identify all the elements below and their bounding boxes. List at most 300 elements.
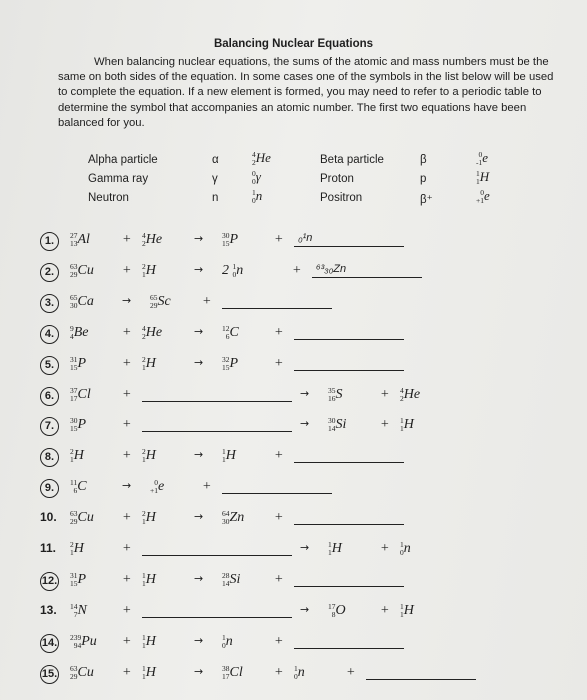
answer-blank xyxy=(366,665,476,680)
mass-atomic-numbers xyxy=(70,232,78,248)
equation-number xyxy=(40,325,62,344)
mass-number: 14 xyxy=(70,601,78,611)
atomic-number: 7 xyxy=(73,609,78,619)
circled-number: 9. xyxy=(40,479,59,498)
circled-number: 12. xyxy=(40,572,59,591)
particle-name-2: Neutron xyxy=(88,192,129,204)
mass-number: 1 xyxy=(328,540,332,549)
equation-number-text: 10. xyxy=(40,510,57,525)
circled-number: 5. xyxy=(40,356,59,375)
nuclide-symbol xyxy=(70,356,86,372)
plus-sign: + xyxy=(274,664,284,680)
coefficient: 2 xyxy=(222,263,233,279)
circled-number: 1. xyxy=(40,232,59,251)
reaction-arrow: → xyxy=(300,602,310,616)
mass-atomic-numbers xyxy=(70,387,78,403)
atomic-number: 0 xyxy=(222,640,226,650)
equation-row xyxy=(40,634,560,658)
element-symbol: H xyxy=(479,169,490,184)
equation-number xyxy=(40,356,62,375)
equation-row xyxy=(40,387,560,411)
reaction-arrow: → xyxy=(194,448,204,462)
circled-number: 4. xyxy=(40,325,59,344)
circled-number: 14. xyxy=(40,634,59,653)
plus-sign: + xyxy=(122,355,132,371)
nuclide-symbol xyxy=(142,325,162,341)
mass-number: 63 xyxy=(70,509,78,519)
nuclide-symbol xyxy=(70,572,86,588)
mass-number: 2 xyxy=(142,261,146,271)
atomic-number: 1 xyxy=(400,609,404,619)
mass-number: 1 xyxy=(400,416,404,426)
mass-number: 63 xyxy=(70,261,78,271)
mass-number: 65 xyxy=(150,292,158,302)
mass-number: 239 xyxy=(70,632,82,642)
element-symbol: H xyxy=(145,633,156,649)
reaction-arrow: → xyxy=(194,510,204,524)
element-symbol: P xyxy=(77,355,87,371)
atomic-number: 1 xyxy=(328,548,332,557)
element-symbol: γ xyxy=(255,169,261,184)
nuclide-symbol xyxy=(70,634,97,650)
nuclide-symbol xyxy=(150,294,171,310)
plus-sign: + xyxy=(274,355,284,371)
element-symbol: n xyxy=(225,633,233,649)
nuclide-symbol xyxy=(328,417,346,433)
atomic-number: 1 xyxy=(142,671,146,681)
element-symbol: P xyxy=(229,232,239,248)
element-symbol: H xyxy=(403,417,414,433)
particle-name-right-1: Proton xyxy=(320,173,354,185)
particle-name-1: Gamma ray xyxy=(88,173,149,185)
plus-sign: + xyxy=(380,386,390,402)
mass-number: 64 xyxy=(222,509,230,519)
atomic-number: 1 xyxy=(70,548,74,557)
plus-sign: + xyxy=(202,293,212,309)
nuclide-symbol xyxy=(142,572,156,588)
nuclide-symbol xyxy=(476,169,489,186)
element-symbol: N xyxy=(77,603,87,619)
equation-row xyxy=(40,603,560,627)
mass-atomic-numbers xyxy=(70,510,78,526)
mass-number: 0 xyxy=(480,188,484,198)
particle-letter-1: γ xyxy=(212,173,218,185)
atomic-number: 15 xyxy=(70,578,78,588)
mass-number: 1 xyxy=(400,601,404,611)
mass-atomic-numbers xyxy=(328,603,336,619)
element-symbol: H xyxy=(145,355,156,371)
atomic-number: 94 xyxy=(73,640,82,650)
nuclide-symbol xyxy=(476,150,488,167)
nuclide-symbol xyxy=(70,294,94,310)
reaction-arrow: → xyxy=(300,417,310,431)
mass-number: 4 xyxy=(252,150,256,160)
answer-blank xyxy=(142,541,292,556)
plus-sign: + xyxy=(380,417,390,433)
mass-number: 31 xyxy=(70,570,78,580)
equation-row xyxy=(40,232,560,256)
element-symbol: P xyxy=(77,572,87,588)
mass-number: 1 xyxy=(400,540,404,549)
particle-notation-right-1 xyxy=(476,169,489,186)
equation-row xyxy=(40,356,560,380)
element-symbol: H xyxy=(145,664,156,680)
atomic-number: 1 xyxy=(476,177,480,187)
element-symbol: H xyxy=(145,263,156,279)
element-symbol: C xyxy=(229,324,239,340)
particle-notation-0 xyxy=(252,150,271,167)
reaction-arrow: → xyxy=(194,633,204,647)
nuclide-symbol xyxy=(222,510,244,526)
atomic-number: 29 xyxy=(70,269,78,279)
plus-sign: + xyxy=(122,571,132,587)
atomic-number: +1 xyxy=(476,196,484,206)
answer-blank xyxy=(142,387,292,402)
equation-row xyxy=(40,294,560,318)
element-symbol: H xyxy=(331,541,342,557)
atomic-number: 0 xyxy=(252,196,256,206)
element-symbol: H xyxy=(73,541,84,557)
nuclide-symbol xyxy=(222,232,238,248)
nuclide-symbol xyxy=(222,356,238,372)
answer-blank xyxy=(222,294,332,309)
nuclide-symbol xyxy=(70,263,94,279)
reaction-arrow: → xyxy=(194,262,204,276)
plus-sign: + xyxy=(122,664,132,680)
nuclide-symbol xyxy=(222,448,236,464)
answer-blank xyxy=(142,417,292,432)
mass-atomic-numbers xyxy=(70,665,78,681)
atomic-number: 8 xyxy=(331,609,336,619)
equation-row xyxy=(40,541,560,565)
element-symbol: Si xyxy=(335,417,347,433)
plus-sign: + xyxy=(202,479,212,495)
nuclide-symbol xyxy=(222,665,243,681)
mass-number: 4 xyxy=(142,231,146,240)
element-symbol: He xyxy=(145,232,163,248)
reaction-arrow: → xyxy=(194,324,204,338)
circled-number: 3. xyxy=(40,294,59,313)
answer-blank xyxy=(294,510,404,525)
element-symbol: Zn xyxy=(229,510,245,526)
atomic-number: 17 xyxy=(70,393,78,403)
mass-number: 2 xyxy=(70,540,74,549)
reaction-arrow: → xyxy=(300,386,310,400)
mass-number: 1 xyxy=(252,188,256,198)
atomic-number: 1 xyxy=(400,424,404,434)
atomic-number: -1 xyxy=(476,158,483,168)
mass-number: 17 xyxy=(328,601,336,611)
answer-blank xyxy=(222,479,332,494)
mass-atomic-numbers xyxy=(70,294,78,310)
mass-atomic-numbers xyxy=(222,232,230,248)
particle-letter-2: n xyxy=(212,192,219,204)
mass-atomic-numbers xyxy=(222,665,230,681)
mass-number: 30 xyxy=(328,416,336,426)
mass-atomic-numbers xyxy=(222,572,230,588)
mass-number: 0 xyxy=(478,150,483,160)
mass-number: 4 xyxy=(400,385,404,395)
element-symbol: He xyxy=(255,150,271,165)
reaction-arrow: → xyxy=(194,232,204,245)
nuclide-symbol xyxy=(142,356,156,372)
intro-paragraph xyxy=(58,55,558,131)
circled-number: 15. xyxy=(40,665,59,684)
plus-sign: + xyxy=(380,602,390,618)
equation-number xyxy=(40,510,62,524)
plus-sign: + xyxy=(122,602,132,618)
particle-letter-right-0: β xyxy=(420,154,427,166)
mass-atomic-numbers xyxy=(70,603,78,619)
element-symbol: Cu xyxy=(77,263,94,279)
element-symbol: P xyxy=(77,417,87,433)
atomic-number: 14 xyxy=(222,578,230,588)
equation-number-text: 11. xyxy=(40,541,57,555)
plus-sign: + xyxy=(122,510,132,526)
mass-number: 1 xyxy=(142,663,146,673)
atomic-number: 15 xyxy=(70,424,78,434)
nuclide-symbol xyxy=(400,541,411,557)
mass-number: 27 xyxy=(70,231,78,240)
nuclide-symbol xyxy=(70,603,87,619)
answer-blank xyxy=(294,325,404,340)
equation-number-text: 13. xyxy=(40,602,57,617)
atomic-number: 0 xyxy=(252,177,256,187)
nuclide-symbol xyxy=(142,510,156,526)
element-symbol: e xyxy=(483,188,490,203)
atomic-number: 15 xyxy=(222,362,230,372)
mass-number: 31 xyxy=(70,354,78,364)
atomic-number: 1 xyxy=(142,578,146,588)
atomic-number: 1 xyxy=(142,455,146,465)
mass-number: 0 xyxy=(252,169,256,179)
circled-number: 7. xyxy=(40,417,59,436)
plus-sign: + xyxy=(346,664,356,680)
plus-sign: + xyxy=(122,541,132,556)
equation-number xyxy=(40,634,62,653)
plus-sign: + xyxy=(274,324,284,340)
plus-sign: + xyxy=(274,232,284,247)
mass-number: 28 xyxy=(222,570,230,580)
plus-sign: + xyxy=(122,417,132,433)
mass-number: 12 xyxy=(222,323,230,333)
atomic-number: 1 xyxy=(142,517,146,527)
equation-number xyxy=(40,541,62,555)
equation-number xyxy=(40,294,62,313)
equation-row xyxy=(40,448,560,472)
answer-blank xyxy=(294,448,404,463)
nuclide-symbol xyxy=(70,665,94,681)
answer-blank xyxy=(294,572,404,587)
nuclide-symbol xyxy=(294,665,305,681)
mass-number: 9 xyxy=(70,323,74,333)
element-symbol: S xyxy=(335,386,343,402)
nuclide-symbol xyxy=(222,634,233,650)
handwritten-answer: ₀¹n xyxy=(298,232,313,244)
mass-atomic-numbers xyxy=(70,356,78,372)
answer-blank xyxy=(294,356,404,371)
element-symbol: Be xyxy=(73,324,89,340)
element-symbol: He xyxy=(145,324,163,340)
nuclide-symbol xyxy=(328,541,342,557)
plus-sign: + xyxy=(380,541,390,556)
mass-number: 0 xyxy=(154,478,158,488)
nuclide-symbol xyxy=(70,417,86,433)
mass-number: 63 xyxy=(70,663,78,673)
element-symbol: H xyxy=(73,448,84,464)
nuclide-symbol xyxy=(222,572,240,588)
mass-number: 65 xyxy=(70,292,78,302)
atomic-number: 2 xyxy=(252,158,256,168)
answer-blank xyxy=(294,232,404,247)
handwritten-answer: ⁶³₃₀Zn xyxy=(316,262,347,275)
mass-number: 11 xyxy=(70,478,78,488)
mass-atomic-numbers xyxy=(70,417,78,433)
element-symbol: e xyxy=(157,479,165,495)
plus-sign: + xyxy=(122,448,132,464)
mass-number: 38 xyxy=(222,663,230,673)
page-title: Balancing Nuclear Equations xyxy=(213,38,374,50)
plus-sign: + xyxy=(122,386,132,402)
atomic-number: 1 xyxy=(70,455,74,465)
answer-blank xyxy=(142,603,292,618)
nuclide-symbol xyxy=(400,603,414,619)
mass-number: 30 xyxy=(70,416,78,426)
element-symbol: Cl xyxy=(77,386,91,402)
mass-atomic-numbers xyxy=(70,263,78,279)
answer-blank xyxy=(312,263,422,278)
element-symbol: Al xyxy=(77,232,90,248)
mass-atomic-numbers xyxy=(70,572,78,588)
plus-sign: + xyxy=(122,633,132,649)
mass-number: 1 xyxy=(476,169,480,179)
answer-blank xyxy=(294,634,404,649)
atomic-number: 30 xyxy=(70,300,78,310)
atomic-number: 6 xyxy=(73,486,78,496)
mass-number: 30 xyxy=(222,231,230,240)
element-symbol: Ca xyxy=(77,294,94,310)
element-symbol: Cu xyxy=(77,664,94,680)
equation-row xyxy=(40,572,560,596)
element-symbol: n xyxy=(297,664,305,680)
equation-row xyxy=(40,665,560,689)
equation-row xyxy=(40,417,560,441)
element-symbol: Si xyxy=(229,572,241,588)
nuclide-symbol xyxy=(252,150,271,167)
element-symbol: H xyxy=(145,572,156,588)
plus-sign: + xyxy=(274,571,284,587)
mass-atomic-numbers xyxy=(328,417,336,433)
atomic-number: 14 xyxy=(328,424,336,434)
particle-notation-2 xyxy=(252,188,262,205)
element-symbol: H xyxy=(403,603,414,619)
element-symbol: n xyxy=(255,188,263,203)
plus-sign: + xyxy=(274,633,284,649)
equation-number xyxy=(40,572,62,591)
nuclide-symbol xyxy=(252,169,261,186)
atomic-number: 4 xyxy=(70,331,74,341)
element-symbol: H xyxy=(145,510,156,526)
atomic-number: 13 xyxy=(70,239,78,248)
equation-number xyxy=(40,417,62,436)
equation-row xyxy=(40,510,560,534)
nuclide-symbol xyxy=(70,510,94,526)
mass-number: 2 xyxy=(142,509,146,519)
element-symbol: O xyxy=(335,603,346,619)
mass-number: 1 xyxy=(232,261,237,271)
mass-number: 1 xyxy=(222,447,226,457)
element-symbol: Cu xyxy=(77,510,94,526)
reaction-arrow: → xyxy=(194,355,204,369)
mass-number: 1 xyxy=(294,663,298,673)
nuclide-symbol xyxy=(142,665,156,681)
mass-atomic-numbers xyxy=(222,325,230,341)
particle-letter-right-2: β⁺ xyxy=(420,194,433,206)
nuclide-symbol xyxy=(142,448,156,464)
atomic-number: 6 xyxy=(225,331,230,341)
particle-notation-1 xyxy=(252,169,261,186)
element-symbol: n xyxy=(236,263,244,279)
element-symbol: H xyxy=(145,448,156,464)
element-symbol: He xyxy=(403,386,421,402)
nuclide-symbol xyxy=(476,188,490,205)
equation-number xyxy=(40,263,62,282)
element-symbol: P xyxy=(229,355,239,371)
atomic-number: 2 xyxy=(142,239,146,248)
atomic-number: 16 xyxy=(328,393,336,403)
mass-number: 35 xyxy=(328,385,336,395)
equation-row xyxy=(40,263,560,287)
nuclide-symbol xyxy=(142,263,156,279)
element-symbol: H xyxy=(225,448,236,464)
equation-number xyxy=(40,387,62,406)
plus-sign: + xyxy=(122,324,132,340)
particle-letter-0: α xyxy=(212,154,219,166)
atomic-number: 15 xyxy=(70,362,78,372)
reaction-arrow: → xyxy=(300,541,310,554)
mass-atomic-numbers xyxy=(150,294,158,310)
mass-atomic-numbers xyxy=(328,387,336,403)
atomic-number: 1 xyxy=(222,455,226,465)
atomic-number: +1 xyxy=(150,486,158,496)
atomic-number: 29 xyxy=(150,300,158,310)
equation-row xyxy=(40,325,560,349)
nuclide-symbol xyxy=(70,448,84,464)
element-symbol: Cl xyxy=(229,664,243,680)
mass-number: 2 xyxy=(142,447,146,457)
nuclide-symbol xyxy=(328,603,346,619)
element-symbol: Pu xyxy=(81,633,97,649)
plus-sign: + xyxy=(274,510,284,526)
intro-text: When balancing nuclear equations, the sums of the atomic and mass numbers must be the same on both sides of the equation. In some cases one of the symbols in the list below will be used to complete the equation. If a new element is formed, you may need to refer to a periodic table to determine the symbol that accompanies an atomic number. The first two equations have been balanced for you. xyxy=(58,56,554,129)
atomic-number: 1 xyxy=(142,362,146,372)
equation-number xyxy=(40,232,62,251)
atomic-number: 1 xyxy=(142,640,146,650)
mass-atomic-numbers xyxy=(222,510,230,526)
reaction-arrow: → xyxy=(122,479,132,493)
nuclide-symbol xyxy=(150,479,164,495)
nuclide-symbol xyxy=(222,263,243,279)
mass-number: 1 xyxy=(142,570,146,580)
nuclide-symbol xyxy=(142,232,162,248)
nuclide-symbol xyxy=(70,387,91,403)
atomic-number: 15 xyxy=(222,239,230,248)
atomic-number: 0 xyxy=(294,671,298,681)
element-symbol: C xyxy=(77,479,87,495)
atomic-number: 2 xyxy=(400,393,404,403)
circled-number: 8. xyxy=(40,448,59,467)
mass-number: 1 xyxy=(142,632,146,642)
